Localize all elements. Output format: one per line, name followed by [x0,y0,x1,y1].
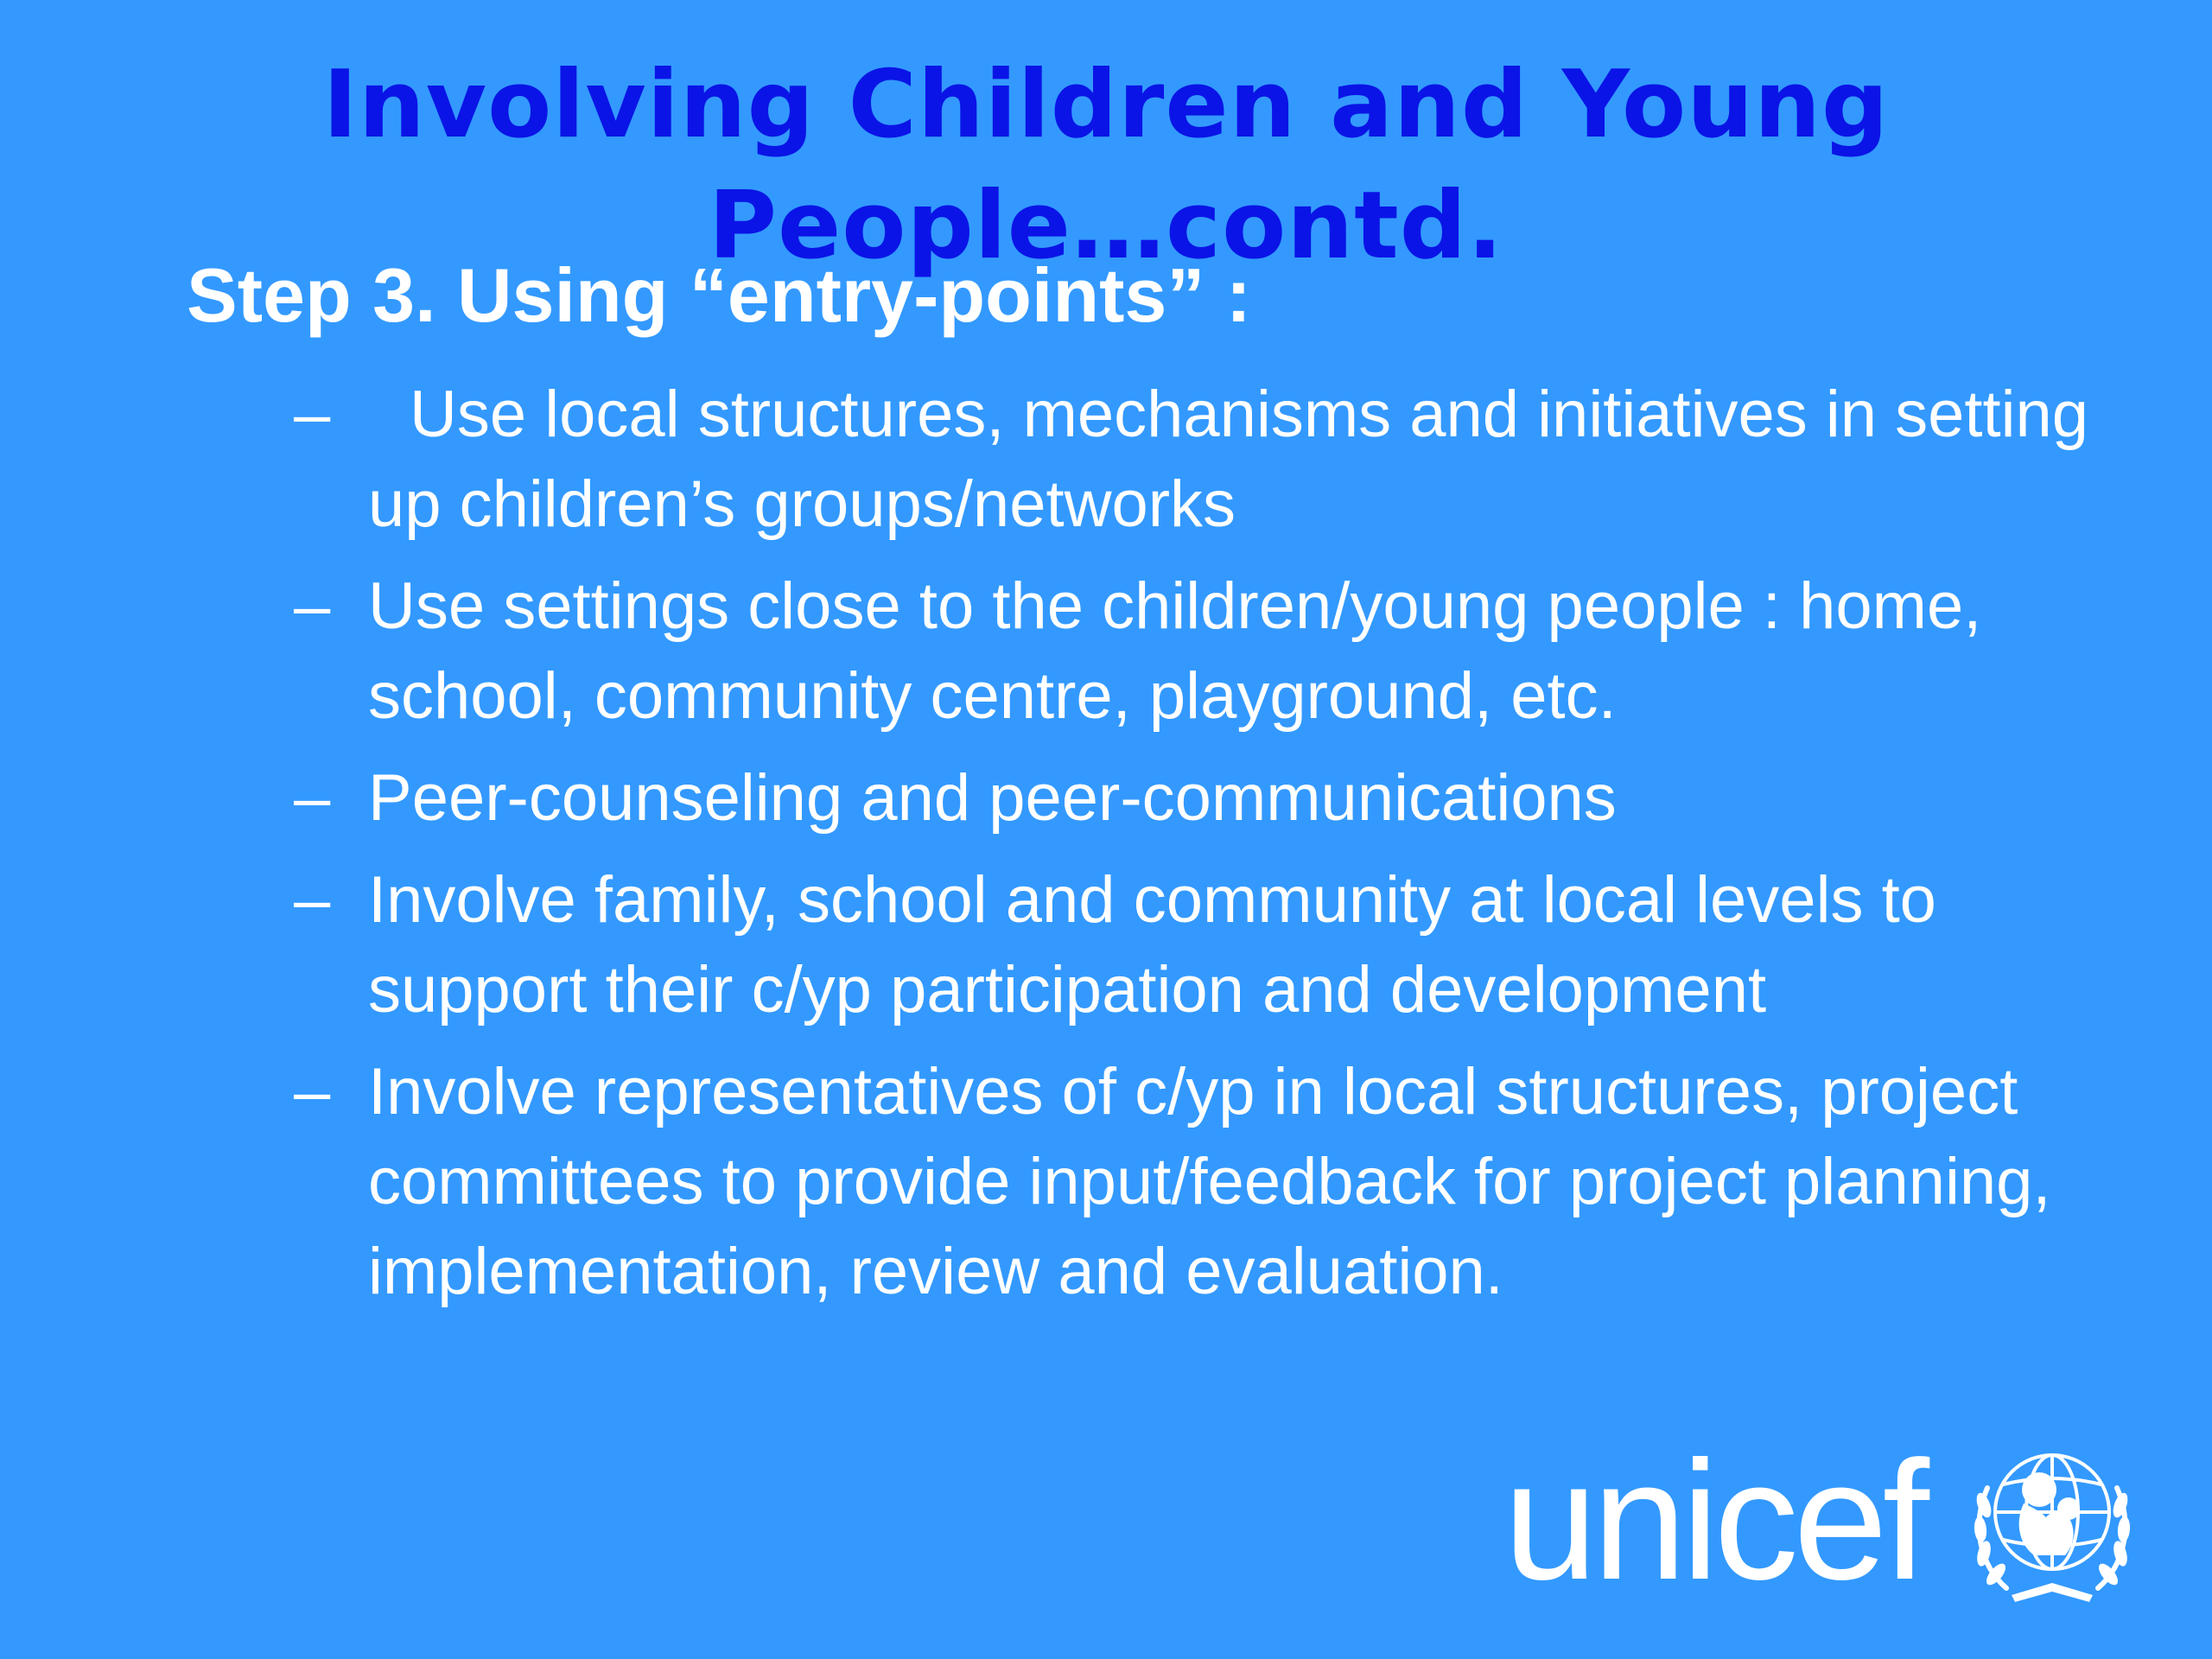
bullet-dash: – [294,863,331,937]
bullet-item [294,753,2091,843]
bullet-text: Use local structures, mechanisms and initiatives in setting up children’s groups/networks [368,378,2089,541]
bullet-text: Involve representatives of c/yp in local structures, project committees to provide input/feedback for project planning, implementation, review and evaluation. [368,1055,2051,1308]
unicef-logo-text: unicef [1503,1426,1925,1615]
bullet-dash: – [294,1055,331,1128]
bullet-item [294,1047,2091,1317]
unicef-logo [1503,1426,2143,1615]
step-heading: Step 3. Using “entry-points” : [187,252,1252,338]
unicef-emblem-icon [1961,1434,2143,1607]
slide-title-line-1: Involving Children and Young [322,51,1890,159]
bullet-item [294,562,2091,741]
bullet-dash: – [294,761,331,835]
bullet-dash: – [294,378,331,451]
slide-title-line-2: People…contd. [708,172,1504,280]
bullet-text: Involve family, school and community at local levels to support their c/yp participation and development [368,863,1936,1027]
bullet-list [294,370,2091,1329]
bullet-item [294,370,2091,550]
bullet-text: Use settings close to the children/young people : home, school, community centre, playground, etc. [368,569,1982,733]
bullet-dash: – [294,569,331,643]
bullet-text: Peer-counseling and peer-communications [368,761,1617,835]
slide-title [173,45,2039,287]
bullet-item [294,855,2091,1035]
